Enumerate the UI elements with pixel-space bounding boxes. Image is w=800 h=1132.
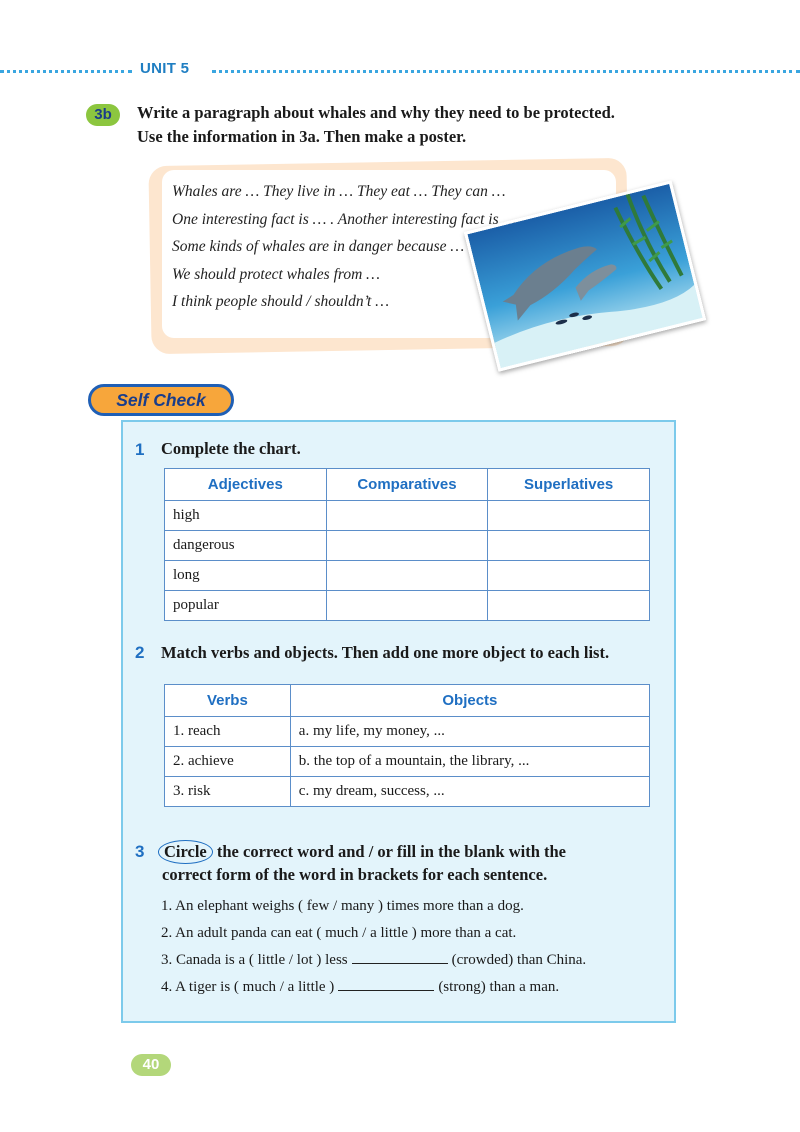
sentence-3-start: 3. Canada is a ( little / lot ) less [161, 952, 348, 968]
superlative-blank-cell[interactable] [488, 501, 650, 531]
prompt-line: Some kinds of whales are in danger because … [172, 238, 465, 255]
question-1-number: 1 [135, 440, 145, 459]
adjective-cell: long [165, 561, 327, 591]
chart-row [165, 561, 650, 591]
prompt-line: Whales are … They live in … They eat … They can … [172, 183, 506, 200]
superlative-blank-cell[interactable] [488, 561, 650, 591]
question-2-instruction: Match verbs and objects. Then add one more object to each list. [161, 643, 610, 662]
chart-row [165, 501, 650, 531]
sentence-3 [161, 947, 586, 974]
answer-blank[interactable] [352, 951, 448, 964]
question-3-instruction [158, 840, 658, 886]
chart-header-superlatives: Superlatives [488, 469, 650, 501]
question-3-number: 3 [135, 842, 145, 861]
object-cell: c. my dream, success, ... [290, 777, 649, 807]
superlative-blank-cell[interactable] [488, 531, 650, 561]
verbs-objects-table [164, 684, 650, 807]
answer-blank[interactable] [338, 978, 434, 991]
sentence-4-start: 4. A tiger is ( much / a little ) [161, 979, 335, 995]
activity-3b-instruction [137, 101, 697, 149]
chart-header-adjectives: Adjectives [165, 469, 327, 501]
object-cell: b. the top of a mountain, the library, ... [290, 747, 649, 777]
question-1-instruction: Complete the chart. [161, 439, 301, 458]
superlative-blank-cell[interactable] [488, 591, 650, 621]
unit-label: UNIT 5 [140, 60, 190, 77]
instruction-line-2: correct form of the word in brackets for each sentence. [162, 865, 548, 884]
chart-row [165, 591, 650, 621]
comparative-blank-cell[interactable] [326, 561, 488, 591]
sentence-1: 1. An elephant weighs ( few / many ) times more than a dog. [161, 898, 524, 914]
writing-prompts [172, 178, 516, 316]
sentence-2: 2. An adult panda can eat ( much / a little ) more than a cat. [161, 925, 517, 941]
comparison-chart [164, 468, 650, 621]
adjective-cell: dangerous [165, 531, 327, 561]
instruction-line-1: Write a paragraph about whales and why they need to be protected. [137, 103, 615, 122]
instruction-line-1-rest: the correct word and / or fill in the blank with the [216, 842, 566, 861]
table-header-objects: Objects [290, 685, 649, 717]
chart-row [165, 531, 650, 561]
comparative-blank-cell[interactable] [326, 591, 488, 621]
adjective-cell: high [165, 501, 327, 531]
table-header-verbs: Verbs [165, 685, 291, 717]
question-3-sentences [161, 893, 586, 1001]
activity-badge-3b: 3b [86, 104, 120, 126]
adjective-cell: popular [165, 591, 327, 621]
instruction-line-2: Use the information in 3a. Then make a poster. [137, 127, 467, 146]
verb-cell: 2. achieve [165, 747, 291, 777]
sentence-4-end: (strong) than a man. [438, 979, 560, 995]
sentence-3-end: (crowded) than China. [451, 952, 587, 968]
header-dotted-rule-left [0, 70, 132, 73]
sentence-4 [161, 974, 586, 1001]
table-row [165, 717, 650, 747]
verb-cell: 3. risk [165, 777, 291, 807]
prompt-line: One interesting fact is … . Another interesting fact is … [172, 210, 517, 228]
prompt-line: We should protect whales from … [172, 265, 380, 283]
comparative-blank-cell[interactable] [326, 501, 488, 531]
circle-word: Circle [158, 840, 213, 864]
question-2-number: 2 [135, 643, 145, 662]
comparative-blank-cell[interactable] [326, 531, 488, 561]
page-number: 40 [131, 1054, 171, 1076]
table-row [165, 777, 650, 807]
verb-cell: 1. reach [165, 717, 291, 747]
object-cell: a. my life, my money, ... [290, 717, 649, 747]
header-dotted-rule-right [212, 70, 800, 73]
self-check-tab: Self Check [88, 384, 234, 416]
chart-header-comparatives: Comparatives [326, 469, 488, 501]
prompt-line: I think people should / shouldn’t … [172, 293, 389, 310]
table-row [165, 747, 650, 777]
